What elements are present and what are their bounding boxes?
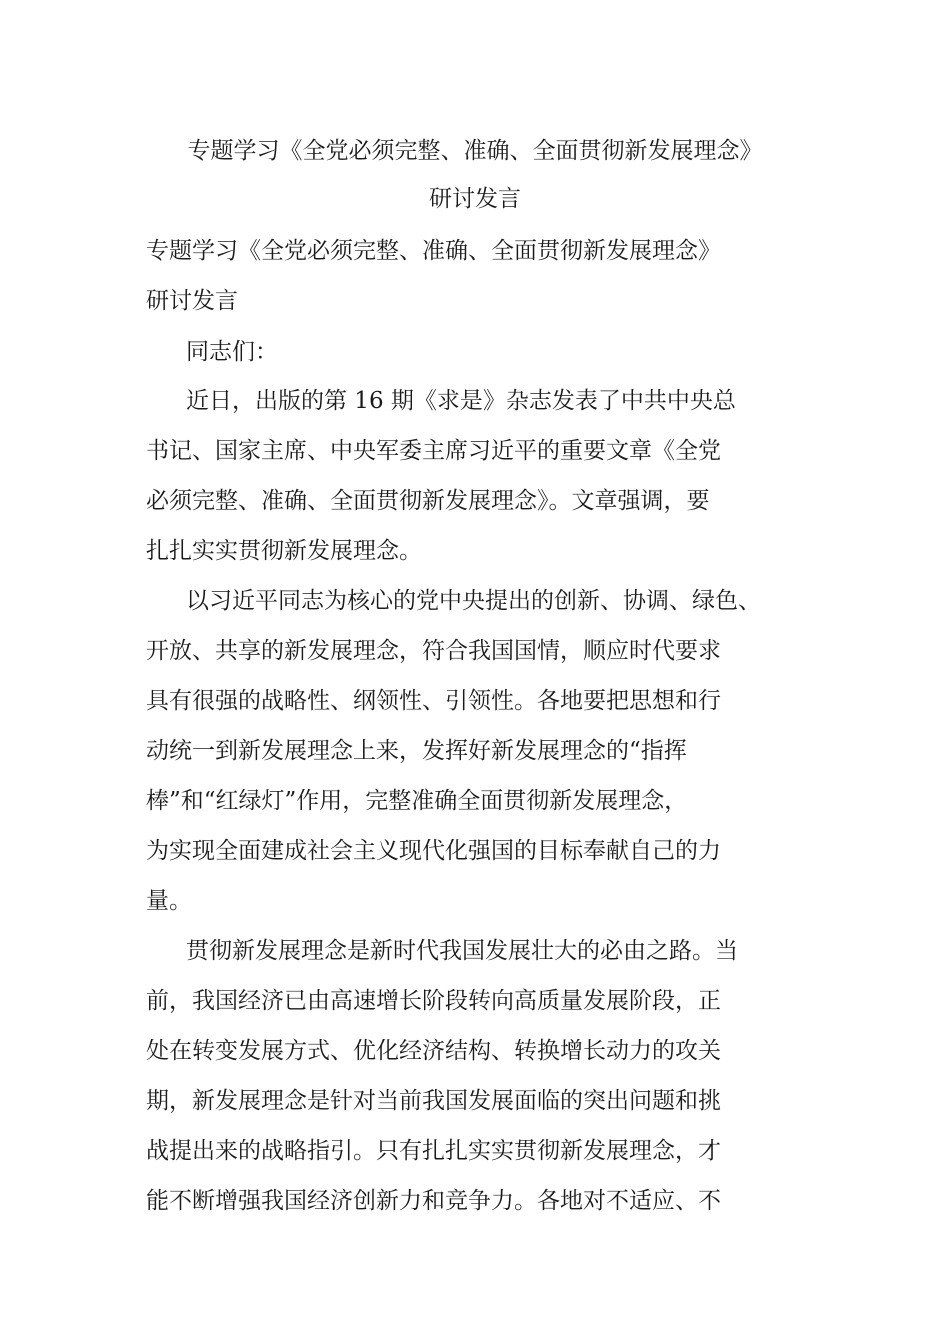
paragraph-1-line: 书记、国家主席、中央军委主席习近平的重要文章《全党	[146, 438, 721, 464]
document-title-line-1: 专题学习《全党必须完整、准确、全面贯彻新发展理念》	[187, 138, 763, 164]
paragraph-1-line: 扎扎实实贯彻新发展理念。	[146, 538, 422, 564]
paragraph-1-line: 近日，出版的第 16 期《求是》杂志发表了中共中央总	[186, 388, 736, 414]
paragraph-2-line: 具有很强的战略性、纲领性、引领性。各地要把思想和行	[146, 688, 721, 714]
paragraph-1-line: 必须完整、准确、全面贯彻新发展理念》。文章强调，要	[146, 488, 710, 514]
paragraph-3-line: 前，我国经济已由高速增长阶段转向高质量发展阶段，正	[146, 988, 721, 1014]
heading-repeat-line-2: 研讨发言	[146, 288, 238, 314]
paragraph-2-line: 开放、共享的新发展理念，符合我国国情，顺应时代要求	[146, 638, 721, 664]
paragraph-3-line: 战提出来的战略指引。只有扎扎实实贯彻新发展理念，才	[146, 1138, 721, 1164]
document-title-line-2: 研讨发言	[429, 186, 521, 212]
paragraph-3-line: 贯彻新发展理念是新时代我国发展壮大的必由之路。当	[186, 938, 738, 964]
heading-repeat-line-1: 专题学习《全党必须完整、准确、全面贯彻新发展理念》	[146, 238, 721, 264]
paragraph-2-line: 棒”和“红绿灯”作用，完整准确全面贯彻新发展理念，	[146, 788, 688, 814]
paragraph-2-line: 量。	[146, 888, 192, 914]
paragraph-2-line: 以习近平同志为核心的党中央提出的创新、协调、绿色、	[186, 588, 761, 614]
salutation: 同志们：	[186, 339, 278, 365]
paragraph-2-line: 为实现全面建成社会主义现代化强国的目标奉献自己的力	[146, 838, 721, 864]
paragraph-3-line: 期，新发展理念是针对当前我国发展面临的突出问题和挑	[146, 1088, 721, 1114]
paragraph-3-line: 能不断增强我国经济创新力和竞争力。各地对不适应、不	[146, 1188, 721, 1214]
paragraph-2-line: 动统一到新发展理念上来，发挥好新发展理念的“指挥	[146, 738, 687, 764]
paragraph-3-line: 处在转变发展方式、优化经济结构、转换增长动力的攻关	[146, 1038, 721, 1064]
